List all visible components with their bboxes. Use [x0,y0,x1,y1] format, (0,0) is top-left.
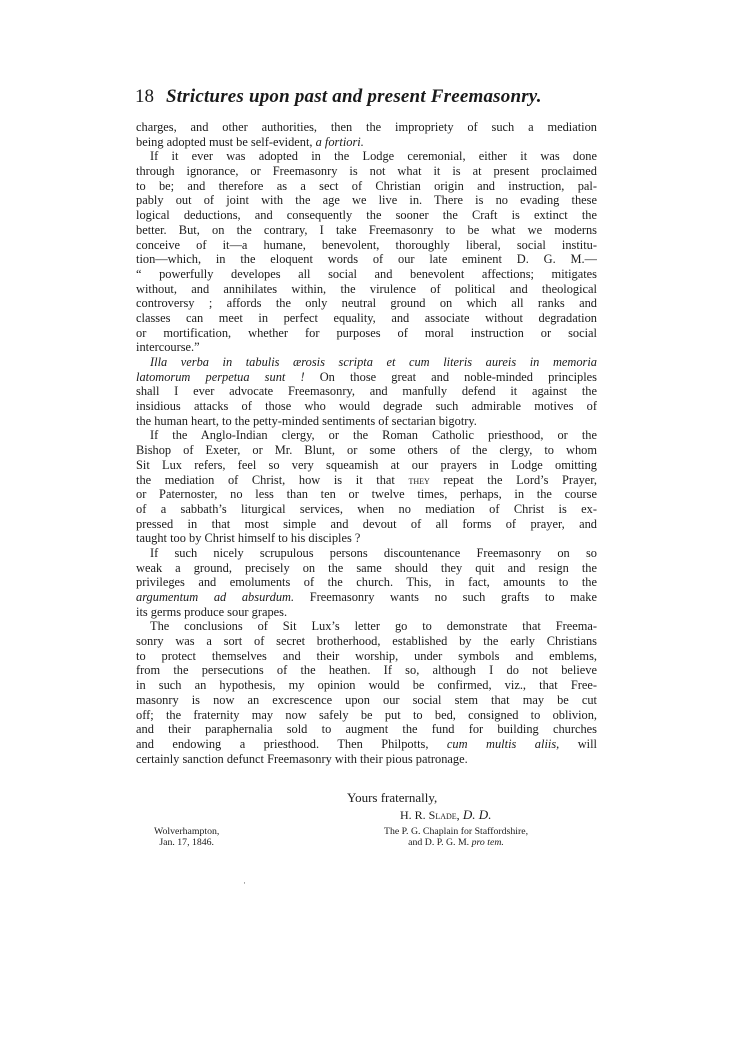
text-line: pressed in that most simple and devout of all forms of prayer, and [136,516,597,531]
paragraph-start-line: The conclusions of Sit Lux’s letter go to demonstrate that Freema- [150,619,597,634]
small-caps-word: they [408,474,430,487]
text-line: taught too by Christ himself to his disciples ? [136,531,361,546]
signatory-text: H. R. Slade, [400,808,460,822]
signatory-office [384,826,528,848]
text-line: weak a ground, precisely on the same should they quit and resign the [136,560,597,575]
text-line: tion—which, in the eloquent words of our late eminent D. G. M.— [136,252,597,267]
page-number: 18 [135,86,154,107]
text-line: and their paraphernalia sold to augment the fund for building churches [136,722,597,737]
paragraph-start-line: If the Anglo-Indian clergy, or the Roman Catholic priesthood, or the [150,428,597,443]
text-line: to be; and therefore as a sect of Christian origin and instruction, pal- [136,178,597,193]
text-line: conceive of it—a humane, benevolent, thoroughly liberal, social institu- [136,237,597,252]
text-span: Freemasonry wants no such grafts to make [294,590,597,604]
text-line: to protect themselves and their worship, under symbols and emblems, [136,648,597,663]
text-line [136,737,597,752]
running-title: Strictures upon past and present Freemasonry. [166,86,542,107]
signatory-name [400,807,491,823]
paragraph-start-line: If such nicely scrupulous persons discountenance Freemasonry on so [150,545,597,560]
date: Jan. 17, 1846. [159,837,215,848]
text-line: better. But, on the contrary, I take Freemasonry to be what we moderns [136,222,597,237]
text-line: logical deductions, and consequently the sooner the Craft is extinct the [136,208,597,223]
text-line: sonry was a sort of secret brotherhood, established by the early Christians [136,634,597,649]
signatory-degree: D. D. [462,807,492,822]
text-line: or Paternoster, no less than ten or twelve times, perhaps, in the course [136,487,597,502]
text-line: intercourse.” [136,340,200,355]
text-line: from the persecutions of the heathen. If so, although I do not believe [136,663,597,678]
text-line: insidious attacks of those who would degrade such admirable motives of [136,399,597,414]
page-header [135,86,605,112]
text-line: pably out of joint with the age we live in. There is no evading these [136,193,597,208]
text-line: privileges and emoluments of the church. This, in fact, amounts to the [136,575,597,590]
text-span: and endowing a priesthood. Then Philpotts, [136,736,447,751]
italic-phrase: latomorum perpetua sunt ! [136,369,305,384]
text-line [136,370,597,385]
text-line: Bishop of Exeter, or Mr. Blunt, or some others of the clergy, to whom [136,443,597,458]
text-line: certainly sanction defunct Freemasonry with their pious patronage. [136,751,468,766]
text-line [136,135,597,150]
text-span: the mediation of Christ, how is it that [136,472,409,487]
italic-phrase: pro tem. [471,837,504,848]
closing-salutation: Yours fraternally, [347,790,438,805]
text-line: of a sabbath’s liturgical services, when no mediation of Christ is ex- [136,501,597,516]
text-line: shall I ever advocate Freemasonry, and manfully defend it against the [136,384,597,399]
text-line: through ignorance, or Freemasonry is not what it is at present proclaimed [136,164,597,179]
text-span: will [559,736,597,751]
place-and-date [154,826,219,848]
text-line: or mortification, whether for purposes of moral instruction or social [136,325,597,340]
italic-phrase: argumentum ad absurdum. [136,590,295,604]
text-span: and D. P. G. M. [408,837,472,848]
text-line: charges, and other authorities, then the impropriety of such a mediation [136,120,597,134]
body-text [136,120,597,766]
text-line: its germs produce sour grapes. [136,604,288,619]
text-line [136,473,597,488]
text-span: being adopted must be self-evident, [136,134,316,149]
paragraph-start-line: If it ever was adopted in the Lodge ceremonial, either it was done [150,149,597,164]
text-line: without, and annihilates within, the virulence of political and theological [136,281,597,296]
text-line: controversy ; affords the only neutral ground on which all ranks and [136,296,597,311]
text-line: “ powerfully developes all social and benevolent affections; mitigates [136,266,597,281]
text-span: On those great and noble-minded principles [304,369,597,384]
text-line: the human heart, to the petty-minded sentiments of sectarian bigotry. [136,413,477,428]
italic-phrase: a fortiori. [315,134,364,149]
text-span: repeat the Lord’s Prayer, [429,472,597,487]
italic-phrase: cum multis aliis, [446,736,560,751]
text-line: in such an hypothesis, my opinion would be confirmed, viz., that Free- [136,678,597,693]
office-line [384,837,528,848]
stray-mark: · [243,878,246,888]
text-line: classes can meet in perfect equality, and associate without degradation [136,310,597,325]
italic-phrase: Illa verba in tabulis ærosis scripta et cum literis aureis in memoria [150,355,597,369]
place: Wolverhampton, [154,826,220,837]
text-line [136,590,597,605]
text-line: Sit Lux refers, feel so very squeamish at our prayers in Lodge omitting [136,457,597,472]
text-line: masonry is now an excrescence upon our social stem that may be cut [136,692,597,707]
text-line: off; the fraternity may now safely be put to bed, consigned to oblivion, [136,707,597,722]
office-line: The P. G. Chaplain for Staffordshire, [384,826,529,837]
latin-quote-line [136,355,597,370]
